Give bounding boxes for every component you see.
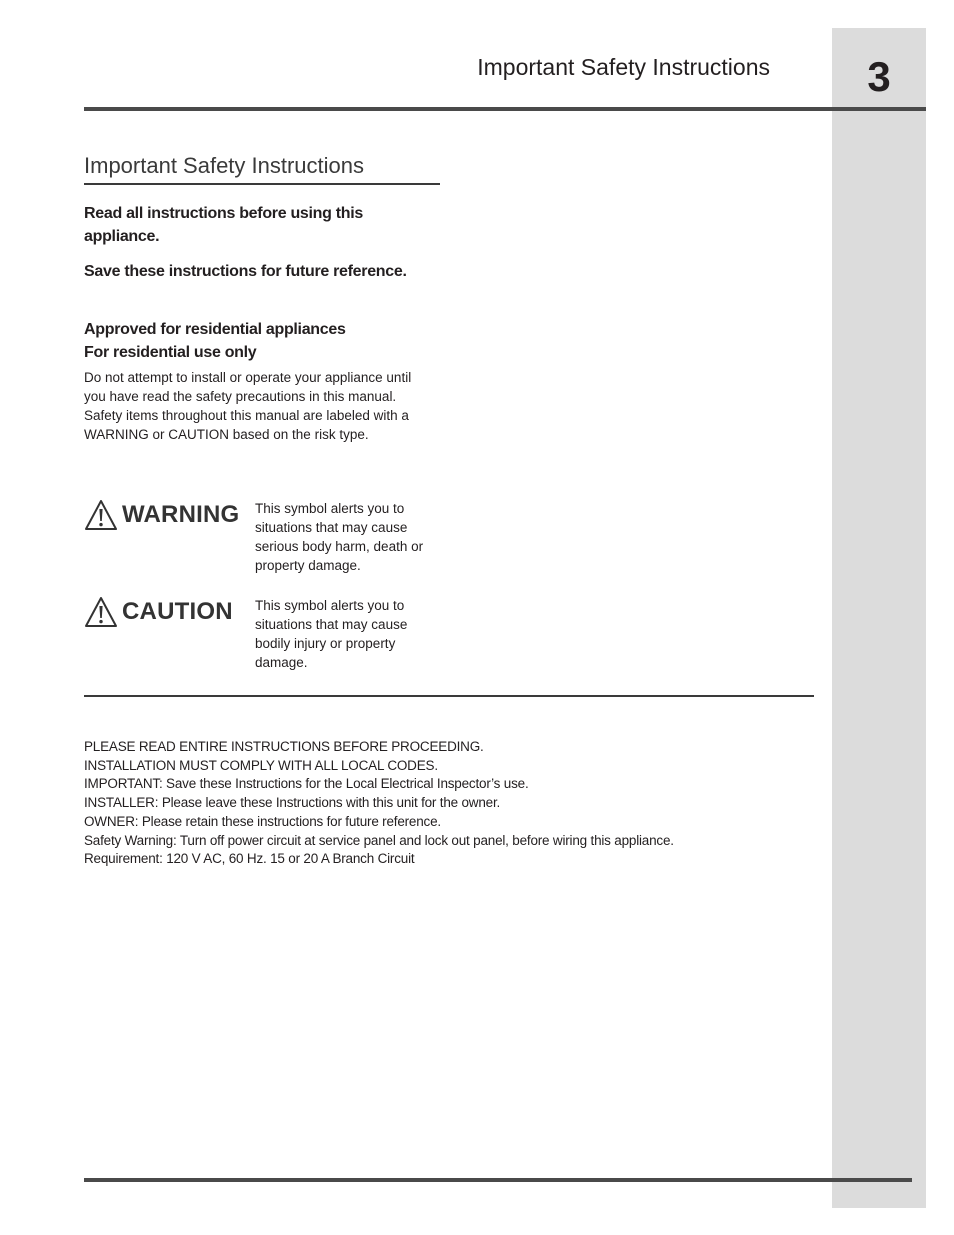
note-line: INSTALLER: Please leave these Instructions with this unit for the owner. [84, 795, 501, 811]
note-line: INSTALLATION MUST COMPLY WITH ALL LOCAL CODES. [84, 757, 438, 773]
warning-triangle-icon [84, 499, 118, 531]
note-line: IMPORTANT: Save these Instructions for the Local Electrical Inspector’s use. [84, 776, 529, 792]
header-title: Important Safety Instructions [477, 54, 770, 80]
approved-residential: Approved for residential appliances [84, 321, 346, 338]
page-number: 3 [867, 53, 891, 100]
section-divider [84, 695, 814, 697]
caution-label [84, 596, 233, 628]
warning-description: This symbol alerts you to situations that may cause serious body harm, death or property damage. [255, 501, 424, 573]
read-all-instructions: Read all instructions before using this appliance. [84, 205, 364, 245]
footer-divider [84, 1178, 912, 1182]
note-line: PLEASE READ ENTIRE INSTRUCTIONS BEFORE PROCEEDING. [84, 739, 484, 754]
caution-word: CAUTION [122, 598, 233, 625]
intro-paragraph: Do not attempt to install or operate your appliance until you have read the safety precautions in this manual. Safety items throughout this manual are labeled with a WARNING or CAUTION based on the risk type. [84, 370, 412, 442]
save-instructions: Save these instructions for future reference. [84, 263, 407, 280]
header-divider [84, 107, 926, 111]
installation-notes [84, 738, 824, 869]
residential-use-only: For residential use only [84, 344, 257, 361]
note-line: Safety Warning: Turn off power circuit at service panel and lock out panel, before wiring this appliance. [84, 832, 674, 848]
note-line: OWNER: Please retain these instructions for future reference. [84, 813, 441, 829]
warning-block [84, 499, 429, 579]
warning-label [84, 499, 239, 531]
caution-triangle-icon [84, 596, 118, 628]
note-line: Requirement: 120 V AC, 60 Hz. 15 or 20 A Branch Circuit [84, 851, 415, 867]
caution-description: This symbol alerts you to situations that may cause bodily injury or property damage. [255, 598, 408, 670]
caution-block [84, 596, 429, 676]
warning-word: WARNING [122, 501, 240, 528]
side-tab [832, 28, 926, 1208]
section-heading: Important Safety Instructions [84, 152, 440, 185]
